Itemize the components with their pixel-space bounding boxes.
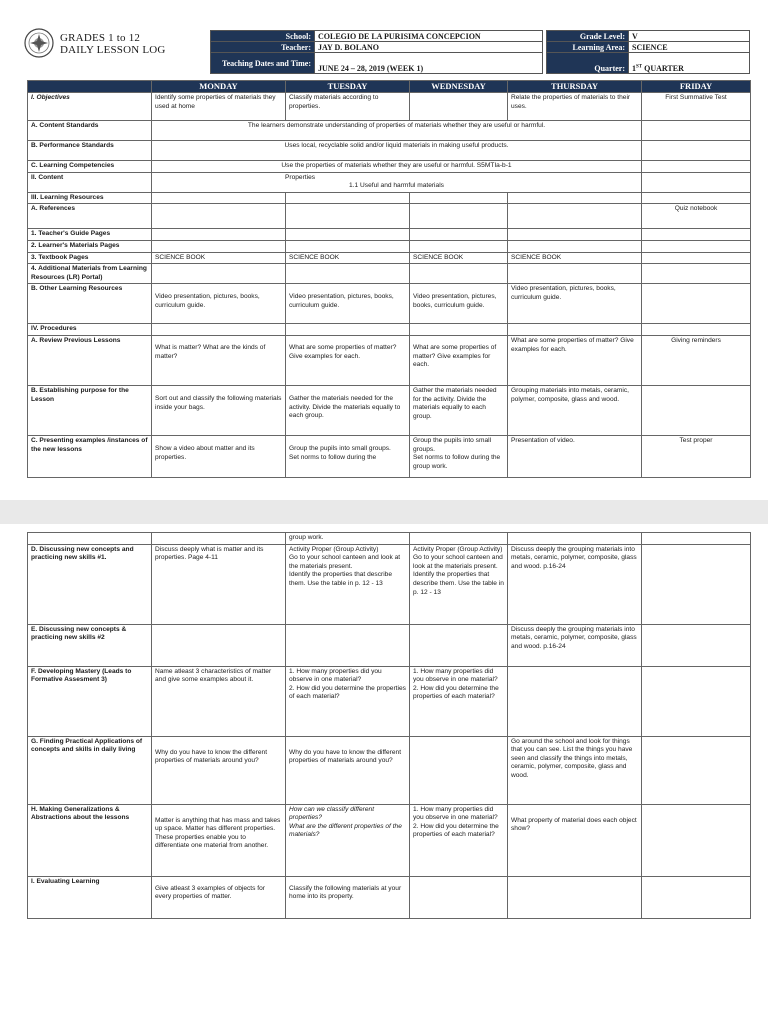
cell-wed	[410, 240, 508, 252]
cell-fri: Quiz notebook	[642, 204, 751, 229]
cell-thu	[508, 666, 642, 736]
content-line-1: Properties	[285, 173, 316, 181]
cell-fri	[642, 121, 751, 141]
cell-fri	[642, 264, 751, 284]
cell-wed: Video presentation, pictures, books, curriculum guide.	[410, 284, 508, 324]
cell-wed	[410, 324, 508, 336]
day-thursday: THURSDAY	[508, 81, 642, 93]
cell-mon	[152, 533, 286, 545]
cell-fri	[642, 876, 751, 918]
day-wednesday: WEDNESDAY	[410, 81, 508, 93]
cell-tue	[286, 544, 410, 624]
cell-fri: Giving reminders	[642, 335, 751, 385]
table-row	[28, 533, 751, 545]
row-label: 2. Learner's Materials Pages	[28, 240, 152, 252]
cell-wed	[410, 804, 508, 876]
cell-wed	[410, 229, 508, 241]
table-row	[28, 335, 751, 385]
wed-line-1: Activity Proper (Group Activity)	[413, 545, 503, 553]
cell-wed	[410, 93, 508, 121]
cell-tue	[286, 192, 410, 204]
cell-thu: Discuss deeply the grouping materials into metals, ceramic, polymer, composite, glass and wood. p.16-24	[508, 544, 642, 624]
cell-tue	[286, 204, 410, 229]
table-row	[28, 172, 751, 192]
cell-fri: Test proper	[642, 435, 751, 477]
cell-fri	[642, 284, 751, 324]
content-line-2: 1.1 Useful and harmful materials	[349, 182, 444, 190]
table-row	[28, 544, 751, 624]
table-row	[28, 435, 751, 477]
cell-tue: SCIENCE BOOK	[286, 252, 410, 264]
wed-line-3: Identify the properties that describe them. Use the table in p. 12 - 13	[413, 571, 504, 596]
cell-mon	[152, 229, 286, 241]
cell-span: The learners demonstrate understanding of properties of materials whether they are useful or harmful.	[152, 121, 642, 141]
cell-wed	[410, 876, 508, 918]
header-corner	[28, 81, 152, 93]
header-info-left	[210, 30, 543, 74]
cell-fri	[642, 324, 751, 336]
cell-mon	[152, 324, 286, 336]
tue-line-1: Group the pupils into small groups.	[289, 444, 391, 452]
quarter-value	[629, 53, 750, 74]
page-gap	[0, 500, 768, 524]
row-label: C. Learning Competencies	[28, 161, 152, 173]
cell-mon: Discuss deeply what is matter and its properties. Page 4-11	[152, 544, 286, 624]
cell-mon	[152, 204, 286, 229]
cell-thu	[508, 192, 642, 204]
cell-fri	[642, 624, 751, 666]
cell-mon	[152, 192, 286, 204]
cell-thu: Go around the school and look for things that you can see. List the things you have seen and classify the things into metals, ceramic, polymer, composite, glass and wood.	[508, 736, 642, 804]
quarter-label: Quarter:	[547, 53, 629, 74]
wed-line-1: 1. How many properties did you observe in one material?	[413, 667, 498, 684]
row-label: III. Learning Resources	[28, 192, 152, 204]
cell-mon: Sort out and classify the following materials inside your bags.	[152, 385, 286, 435]
cell-fri	[642, 192, 751, 204]
cell-thu	[508, 876, 642, 918]
cell-fri	[642, 141, 751, 161]
tue-line-3: Identify the properties that describe them. Use the table in p. 12 - 13	[289, 571, 392, 587]
table-row	[28, 876, 751, 918]
grade-value: V	[629, 31, 750, 42]
cell-mon: Matter is anything that has mass and takes up space. Matter has different properties. These properties enable you to differentiate one material from another.	[152, 804, 286, 876]
table-row	[28, 121, 751, 141]
lesson-log-table-page-1	[27, 80, 751, 478]
grade-label: Grade Level:	[547, 31, 629, 42]
day-monday: MONDAY	[152, 81, 286, 93]
cell-tue	[286, 229, 410, 241]
dates-label: Teaching Dates and Time:	[211, 53, 315, 74]
cell-mon	[152, 264, 286, 284]
cell-span: Use the properties of materials whether they are useful or harmful. S5MTIa-b-1	[152, 161, 642, 173]
cell-wed	[410, 544, 508, 624]
table-row	[28, 385, 751, 435]
school-value: COLEGIO DE LA PURISIMA CONCEPCION	[315, 31, 543, 42]
table-row	[28, 93, 751, 121]
row-label: A. Content Standards	[28, 121, 152, 141]
row-label: B. Other Learning Resources	[28, 284, 152, 324]
cell-thu: What property of material does each object show?	[508, 804, 642, 876]
cell-tue: Gather the materials needed for the activity. Divide the materials equally to each group.	[286, 385, 410, 435]
cell-mon: SCIENCE BOOK	[152, 252, 286, 264]
cell-thu: Presentation of video.	[508, 435, 642, 477]
lesson-log-table-page-2	[27, 532, 751, 919]
cell-thu: What are some properties of matter? Give examples for each.	[508, 335, 642, 385]
cell-wed	[410, 666, 508, 736]
page-1	[0, 0, 768, 500]
tue-line-1: 1. How many properties did you observe in one material?	[289, 667, 382, 684]
cell-span: Uses local, recyclable solid and/or liquid materials in making useful products.	[152, 141, 642, 161]
cell-thu	[508, 229, 642, 241]
cell-wed	[410, 435, 508, 477]
cell-mon: Video presentation, pictures, books, curriculum guide.	[152, 284, 286, 324]
cell-wed: Gather the materials needed for the activity. Divide the materials equally to each group.	[410, 385, 508, 435]
days-header-row	[28, 81, 751, 93]
table-row	[28, 229, 751, 241]
table-row	[28, 264, 751, 284]
wed-line-2: 2. How did you determine the properties of each material?	[413, 684, 499, 701]
wed-line-1: 1. How many properties did you observe in one material?	[413, 805, 498, 822]
cell-thu	[508, 324, 642, 336]
row-label: C. Presenting examples /instances of the new lessons	[28, 435, 152, 477]
cell-mon	[152, 624, 286, 666]
row-label: F. Developing Mastery (Leads to Formative Assesment 3)	[28, 666, 152, 736]
cell-thu	[508, 240, 642, 252]
table-row	[28, 284, 751, 324]
title-line-2: DAILY LESSON LOG	[60, 44, 166, 56]
cell-tue	[286, 264, 410, 284]
cell-mon: Name atleast 3 characteristics of matter and give some examples about it.	[152, 666, 286, 736]
teacher-value: JAY D. BOLANO	[315, 42, 543, 53]
quarter-number: 1	[632, 64, 636, 73]
cell-wed	[410, 192, 508, 204]
table-row	[28, 141, 751, 161]
cell-fri	[642, 161, 751, 173]
cell-thu: Grouping materials into metals, ceramic, polymer, composite, glass and wood.	[508, 385, 642, 435]
cell-fri	[642, 229, 751, 241]
cell-tue	[286, 324, 410, 336]
day-tuesday: TUESDAY	[286, 81, 410, 93]
table-row	[28, 666, 751, 736]
row-label: B. Performance Standards	[28, 141, 152, 161]
cell-mon: Identify some properties of materials they used at home	[152, 93, 286, 121]
deped-seal-icon	[24, 28, 54, 58]
row-label: 4. Additional Materials from Learning Resources (LR) Portal)	[28, 264, 152, 284]
quarter-ordinal: ST	[636, 64, 643, 70]
cell-fri	[642, 544, 751, 624]
cell-fri	[642, 666, 751, 736]
row-label: D. Discussing new concepts and practicing new skills #1.	[28, 544, 152, 624]
cell-tue	[286, 240, 410, 252]
cell-tue	[286, 666, 410, 736]
cell-mon	[152, 240, 286, 252]
cell-thu	[508, 533, 642, 545]
row-label: B. Establishing purpose for the Lesson	[28, 385, 152, 435]
cell-tue: Classify the following materials at your home into its property.	[286, 876, 410, 918]
quarter-text: QUARTER	[642, 64, 684, 73]
cell-mon: What is matter? What are the kinds of matter?	[152, 335, 286, 385]
table-row	[28, 804, 751, 876]
cell-thu: Discuss deeply the grouping materials into metals, ceramic, polymer, composite, glass and wood. p.16-24	[508, 624, 642, 666]
cell-tue	[286, 435, 410, 477]
cell-thu	[508, 264, 642, 284]
cell-wed: What are some properties of matter? Give examples for each.	[410, 335, 508, 385]
row-label: E. Discussing new concepts & practicing new skills #2	[28, 624, 152, 666]
cell-thu	[508, 204, 642, 229]
cell-tue: Why do you have to know the different properties of materials around you?	[286, 736, 410, 804]
row-label: 1. Teacher's Guide Pages	[28, 229, 152, 241]
row-label: II. Content	[28, 172, 152, 192]
cell-fri	[642, 533, 751, 545]
title-line-1: GRADES 1 to 12	[60, 32, 141, 44]
row-label: IV. Procedures	[28, 324, 152, 336]
cell-wed	[410, 264, 508, 284]
table-row	[28, 204, 751, 229]
row-label: A. References	[28, 204, 152, 229]
page-2	[0, 524, 768, 1024]
table-row	[28, 252, 751, 264]
wed-line-2: 2. How did you determine the properties of each material?	[413, 822, 499, 839]
area-value: SCIENCE	[629, 42, 750, 53]
cell-mon: Why do you have to know the different properties of materials around you?	[152, 736, 286, 804]
cell-mon: Show a video about matter and its properties.	[152, 435, 286, 477]
tue-line-2: 2. How did you determine the properties of each material?	[289, 684, 406, 701]
teacher-label: Teacher:	[211, 42, 315, 53]
table-row	[28, 624, 751, 666]
day-friday: FRIDAY	[642, 81, 751, 93]
cell-fri: First Summative Test	[642, 93, 751, 121]
school-label: School:	[211, 31, 315, 42]
tue-line-1: Activity Proper (Group Activity)	[289, 545, 379, 553]
cell-fri	[642, 385, 751, 435]
cell-wed	[410, 204, 508, 229]
cell-fri	[642, 252, 751, 264]
tue-line-1: How can we classify different properties?	[289, 805, 375, 822]
cell-tue: Video presentation, pictures, books, curriculum guide.	[286, 284, 410, 324]
table-row	[28, 192, 751, 204]
wed-line-2: Set norms to follow during the group work.	[413, 454, 501, 470]
cell-tue: group work.	[286, 533, 410, 545]
cell-fri	[642, 172, 751, 192]
cell-thu: Video presentation, pictures, books, curriculum guide.	[508, 284, 642, 324]
cell-mon: Give atleast 3 examples of objects for every properties of matter.	[152, 876, 286, 918]
header-info-right	[546, 30, 750, 74]
tue-line-2: What are the different properties of the materials?	[289, 822, 402, 839]
cell-wed	[410, 736, 508, 804]
cell-tue: Classify materials according to properties.	[286, 93, 410, 121]
wed-line-2: Go to your school canteen and look at the materials present.	[413, 554, 503, 570]
table-row	[28, 736, 751, 804]
row-label: I. Evaluating Learning	[28, 876, 152, 918]
row-label: H. Making Generalizations & Abstractions about the lessons	[28, 804, 152, 876]
table-row	[28, 324, 751, 336]
cell-thu: Relate the properties of materials to their uses.	[508, 93, 642, 121]
cell-fri	[642, 240, 751, 252]
cell-fri	[642, 804, 751, 876]
cell-wed	[410, 533, 508, 545]
cell-tue: What are some properties of matter? Give examples for each.	[286, 335, 410, 385]
cell-wed	[410, 624, 508, 666]
wed-line-1: Group the pupils into small groups.	[413, 436, 492, 453]
cell-wed: SCIENCE BOOK	[410, 252, 508, 264]
row-label: I. Objectives	[28, 93, 152, 121]
row-label: G. Finding Practical Applications of concepts and skills in daily living	[28, 736, 152, 804]
table-row	[28, 240, 751, 252]
row-label	[28, 533, 152, 545]
tue-line-2: Set norms to follow during the	[289, 453, 377, 461]
cell-tue	[286, 804, 410, 876]
area-label: Learning Area:	[547, 42, 629, 53]
cell-fri	[642, 736, 751, 804]
table-row	[28, 161, 751, 173]
dates-value: JUNE 24 – 28, 2019 (WEEK 1)	[315, 53, 543, 74]
cell-tue	[286, 624, 410, 666]
cell-span	[152, 172, 642, 192]
row-label: A. Review Previous Lessons	[28, 335, 152, 385]
tue-line-2: Go to your school canteen and look at the materials present.	[289, 554, 401, 570]
cell-thu: SCIENCE BOOK	[508, 252, 642, 264]
row-label: 3. Textbook Pages	[28, 252, 152, 264]
document-title	[60, 32, 166, 56]
